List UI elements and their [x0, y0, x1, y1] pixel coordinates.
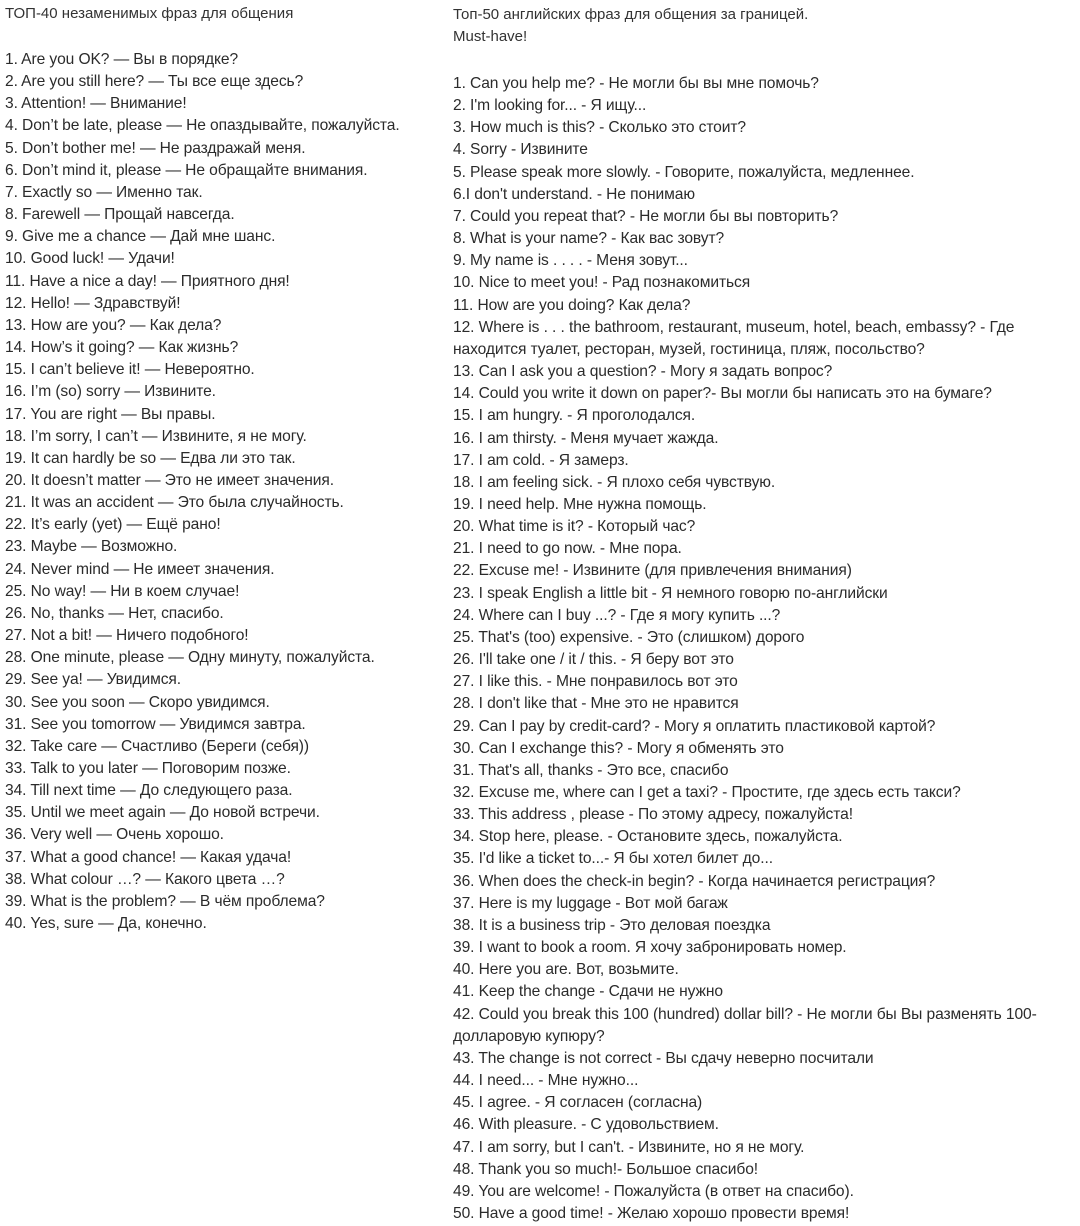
phrase-item: 1. Are you OK? — Вы в порядке?	[5, 51, 239, 68]
phrase-item: 27. Not a bit! — Ничего подобного!	[5, 627, 249, 645]
phrase-item: 21. It was an accident — Это была случайность.	[5, 494, 344, 512]
right-phrase-list	[453, 73, 1075, 1225]
phrase-item: 26. No, thanks — Нет, спасибо.	[5, 604, 224, 622]
phrase-item: 14. How’s it going? — Как жизнь?	[5, 339, 239, 357]
phrase-item: 40. Here you are. Вот, возьмите.	[453, 961, 679, 979]
phrase-item: 2. I'm looking for... - Я ищу...	[453, 97, 647, 115]
phrase-item: 24. Where can I buy ...? - Где я могу купить ...?	[453, 606, 781, 624]
phrase-item: 44. I need... - Мне нужно...	[453, 1072, 639, 1090]
phrase-item: 10. Good luck! — Удачи!	[5, 250, 175, 268]
phrase-item: 20. It doesn’t matter — Это не имеет значения.	[5, 471, 334, 489]
phrase-item: 3. Attention! — Внимание!	[5, 95, 187, 113]
phrase-item: 23. I speak English a little bit - Я немного говорю по-английски	[453, 584, 888, 602]
phrase-item: 45. I agree. - Я согласен (согласна)	[453, 1094, 703, 1112]
phrase-item: 16. I’m (so) sorry — Извините.	[5, 383, 216, 401]
phrase-item: 11. Have a nice a day! — Приятного дня!	[5, 272, 290, 290]
phrase-item: 27. I like this. - Мне понравилось вот это	[453, 673, 738, 691]
phrase-item: 17. I am cold. - Я замерз.	[453, 451, 629, 469]
phrase-item: 13. Can I ask you a question? - Могу я задать вопрос?	[453, 363, 833, 381]
phrase-item: 29. Can I pay by credit-card? - Могу я оплатить пластиковой картой?	[453, 717, 936, 735]
phrase-item: 5. Please speak more slowly. - Говорите, пожалуйста, медленнее.	[453, 163, 915, 181]
phrase-item: 25. That's (too) expensive. - Это (слишком) дорого	[453, 628, 805, 646]
right-column	[453, 0, 1075, 1225]
phrase-item: 38. What colour …? — Какого цвета …?	[5, 870, 285, 888]
phrase-item: 6.I don't understand. - Не понимаю	[453, 185, 695, 203]
phrase-item: 22. Excuse me! - Извините (для привлечения внимания)	[453, 562, 852, 580]
phrase-item: 22. It’s early (yet) — Ещё рано!	[5, 516, 221, 534]
phrase-item: 5. Don’t bother me! — Не раздражай меня.	[5, 139, 306, 157]
phrase-item: 33. This address , please - По этому адресу, пожалуйста!	[453, 806, 853, 824]
phrase-item: 2. Are you still here? — Ты все еще здесь?	[5, 73, 304, 91]
phrase-item: 25. No way! — Ни в коем случае!	[5, 582, 240, 600]
phrase-item: 12. Where is . . . the bathroom, restaurant, museum, hotel, beach, embassy? - Где находится туалет, ресторан, музей, гостиница, пляж, посольство?	[453, 318, 1015, 358]
phrase-item: 48. Thank you so much!- Большое спасибо!	[453, 1160, 758, 1178]
phrase-item: 37. Here is my luggage - Вот мой багаж	[453, 894, 728, 912]
phrase-item: 34. Till next time — До следующего раза.	[5, 782, 293, 800]
phrase-item: 8. Farewell — Прощай навсегда.	[5, 206, 235, 224]
phrase-item: 36. Very well — Очень хорошо.	[5, 826, 224, 844]
phrase-item: 11. How are you doing? Как дела?	[453, 296, 691, 314]
phrase-item: 8. What is your name? - Как вас зовут?	[453, 230, 725, 248]
phrase-item: 33. Talk to you later — Поговорим позже.	[5, 760, 291, 777]
phrase-item: 1. Can you help me? - Не могли бы вы мне помочь?	[453, 75, 819, 92]
phrase-item: 16. I am thirsty. - Меня мучает жажда.	[453, 429, 719, 447]
phrase-item: 42. Could you break this 100 (hundred) dollar bill? - Не могли бы Вы разменять 100-долларовую купюру?	[453, 1005, 1037, 1045]
phrase-item: 4. Don’t be late, please — Не опаздывайте, пожалуйста.	[5, 117, 400, 135]
phrase-item: 30. Can I exchange this? - Могу я обменять это	[453, 739, 784, 757]
phrase-item: 9. My name is . . . . - Меня зовут...	[453, 252, 688, 270]
phrase-item: 18. I am feeling sick. - Я плохо себя чувствую.	[453, 473, 776, 491]
phrase-item: 3. How much is this? - Сколько это стоит?	[453, 119, 746, 137]
phrase-item: 13. How are you? — Как дела?	[5, 316, 222, 334]
left-title: ТОП-40 незаменимых фраз для общения	[5, 5, 294, 22]
phrase-item: 19. I need help. Мне нужна помощь.	[453, 495, 707, 513]
phrase-item: 37. What a good chance! — Какая удача!	[5, 848, 292, 866]
phrase-item: 15. I am hungry. - Я проголодался.	[453, 407, 696, 425]
phrase-item: 19. It can hardly be so — Едва ли это так.	[5, 449, 296, 467]
phrase-item: 34. Stop here, please. - Остановите здесь, пожалуйста.	[453, 828, 843, 846]
phrase-item: 35. I'd like a ticket to...- Я бы хотел билет до...	[453, 850, 773, 868]
phrase-item: 10. Nice to meet you! - Рад познакомиться	[453, 274, 751, 292]
phrase-item: 23. Maybe — Возможно.	[5, 538, 178, 556]
right-title: Топ-50 английских фраз для общения за границей. Must-have!	[453, 6, 809, 45]
phrase-item: 32. Excuse me, where can I get a taxi? - Простите, где здесь есть такси?	[453, 784, 961, 801]
phrase-item: 29. See ya! — Увидимся.	[5, 671, 181, 689]
phrase-item: 21. I need to go now. - Мне пора.	[453, 540, 682, 558]
phrase-item: 26. I'll take one / it / this. - Я беру вот это	[453, 651, 734, 669]
phrase-item: 50. Have a good time! - Желаю хорошо провести время!	[453, 1204, 850, 1222]
phrase-item: 32. Take care — Счастливо (Береги (себя))	[5, 737, 309, 755]
phrase-item: 30. See you soon — Скоро увидимся.	[5, 693, 270, 711]
phrase-item: 15. I can’t believe it! — Невероятно.	[5, 361, 255, 379]
phrase-item: 39. What is the problem? — В чём проблема?	[5, 892, 325, 910]
phrase-item: 35. Until we meet again — До новой встречи.	[5, 804, 320, 822]
phrase-item: 20. What time is it? - Который час?	[453, 518, 696, 536]
phrase-item: 39. I want to book a room. Я хочу забронировать номер.	[453, 939, 847, 957]
phrase-item: 38. It is a business trip - Это деловая поездка	[453, 916, 771, 934]
phrase-item: 40. Yes, sure — Да, конечно.	[5, 915, 207, 933]
phrase-item: 24. Never mind — Не имеет значения.	[5, 560, 275, 578]
phrase-item: 4. Sorry - Извините	[453, 141, 588, 159]
left-column	[5, 0, 435, 935]
phrase-item: 17. You are right — Вы правы.	[5, 405, 216, 423]
phrase-item: 41. Keep the change - Сдачи не нужно	[453, 983, 723, 1001]
phrase-item: 36. When does the check-in begin? - Когда начинается регистрация?	[453, 872, 936, 890]
phrase-item: 18. I’m sorry, I can’t — Извините, я не могу.	[5, 427, 307, 445]
phrase-item: 12. Hello! — Здравствуй!	[5, 294, 181, 312]
phrase-item: 31. See you tomorrow — Увидимся завтра.	[5, 715, 306, 733]
left-phrase-list	[5, 49, 435, 935]
phrase-item: 7. Exactly so — Именно так.	[5, 183, 203, 201]
phrase-item: 7. Could you repeat that? - Не могли бы вы повторить?	[453, 207, 839, 225]
phrase-item: 9. Give me a chance — Дай мне шанс.	[5, 228, 276, 246]
phrase-item: 47. I am sorry, but I can't. - Извините, но я не могу.	[453, 1138, 805, 1156]
phrase-item: 31. That's all, thanks - Это все, спасибо	[453, 761, 729, 779]
phrase-item: 28. I don't like that - Мне это не нравится	[453, 695, 739, 713]
phrase-item: 6. Don’t mind it, please — Не обращайте внимания.	[5, 161, 368, 179]
phrase-item: 14. Could you write it down on paper?- Вы могли бы написать это на бумаге?	[453, 385, 992, 403]
phrase-item: 43. The change is not correct - Вы сдачу неверно посчитали	[453, 1049, 874, 1067]
phrase-item: 49. You are welcome! - Пожалуйста (в ответ на спасибо).	[453, 1182, 854, 1200]
phrase-item: 46. With pleasure. - С удовольствием.	[453, 1116, 719, 1134]
phrase-item: 28. One minute, please — Одну минуту, пожалуйста.	[5, 649, 375, 667]
